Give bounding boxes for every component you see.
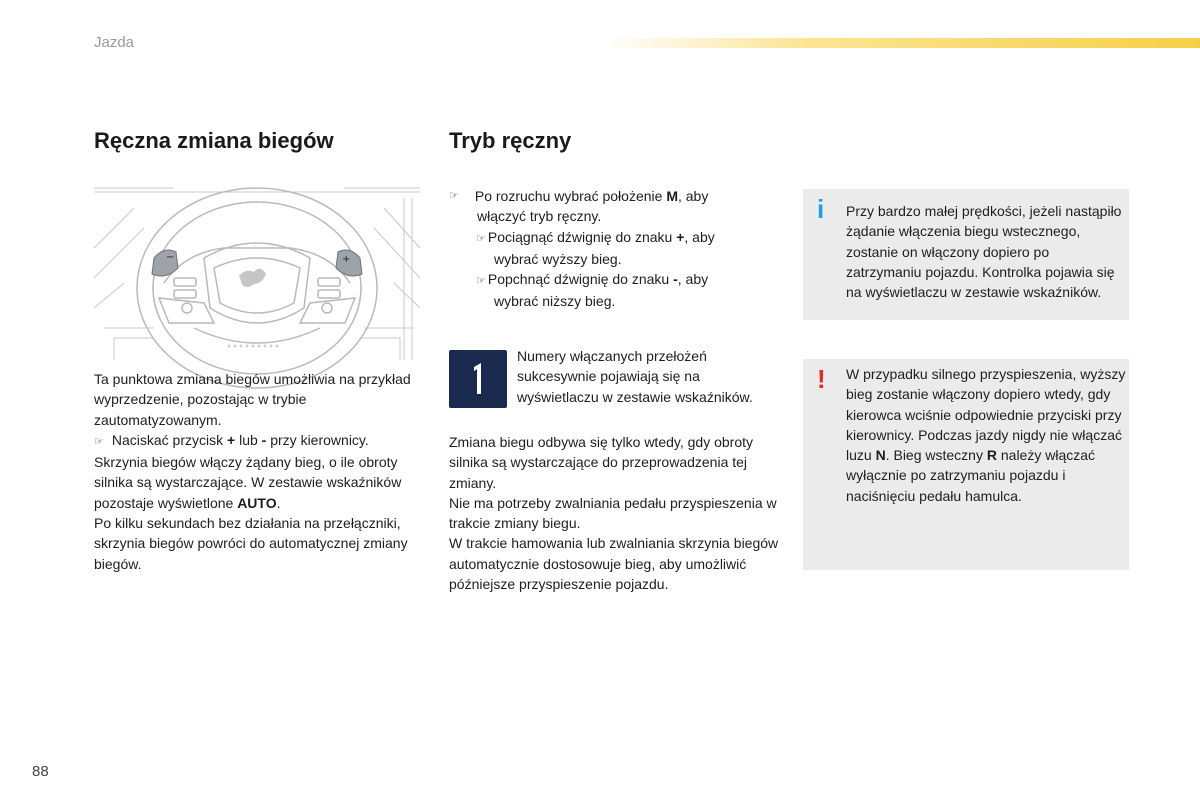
warning-icon: ! <box>817 364 826 394</box>
pointer-icon: ☞ <box>94 435 104 448</box>
left-body: Skrzynia biegów włączy żądany bieg, o ile obroty silnika są wystarczające. W zestawie wskaźników pozostaje wyświetlone AUTO. <box>94 454 402 511</box>
middle-title: Tryb ręczny <box>449 128 572 153</box>
svg-text:−: − <box>166 252 175 263</box>
step-2-cont: wybrać wyższy bieg. <box>494 250 622 267</box>
pointer-icon: ☞ <box>449 190 459 202</box>
left-intro: Ta punktowa zmiana biegów umożliwia na przykład wyprzedzenie, pozostając w trybie zautomatyzowanym. <box>94 371 411 428</box>
page-number: 88 <box>32 763 49 780</box>
middle-steps <box>449 186 769 312</box>
step-3-cont: wybrać niższy bieg. <box>494 293 616 310</box>
gear-note: Numery włączanych przełożeń sukcesywnie pojawiają się na wyświetlaczu w zestawie wskaźników. <box>517 348 753 405</box>
warning-box <box>803 359 1129 570</box>
left-text <box>94 369 414 574</box>
steering-wheel-illustration <box>94 188 420 360</box>
left-bullet: ☞ Naciskać przycisk + lub - przy kierownicy. <box>94 431 369 448</box>
gear-number: 1 <box>349 250 350 251</box>
middle-para-1: Zmiana biegu odbywa się tylko wtedy, gdy obroty silnika są wystarczające do przeprowadzenia tej zmiany. <box>449 434 754 491</box>
gear-display <box>349 250 507 408</box>
step-1: ☞ Po rozruchu wybrać położenie M, aby <box>449 186 769 206</box>
left-body2: Po kilku sekundach bez działania na przełączniki, skrzynia biegów powróci do automatycznej zmiany biegów. <box>94 515 408 572</box>
pointer-icon: ☞ <box>476 232 486 245</box>
step-3: ☞ Popchnąć dźwignię do znaku -, aby <box>476 271 709 288</box>
info-icon: i <box>817 194 825 224</box>
step-1-cont: włączyć tryb ręczny. <box>477 208 602 225</box>
info-text: Przy bardzo małej prędkości, jeżeli nastąpiło żądanie włączenia biegu wstecznego, zostanie on włączony dopiero po zatrzymaniu pojazdu. Kontrolka pojawia się na wyświetlaczu w zestawie wskaźników. <box>846 203 1122 301</box>
left-title: Ręczna zmiana biegów <box>94 128 334 153</box>
middle-para-3: W trakcie hamowania lub zwalniania skrzynia biegów automatycznie dostosowuje bieg, aby umożliwić późniejsze przyspieszenie pojazdu. <box>449 535 779 593</box>
header-accent-bar <box>600 38 1200 48</box>
middle-para-2: Nie ma potrzeby zwalniania pedału przyspieszenia w trakcie zmiany biegu. <box>449 494 777 532</box>
pointer-icon: ☞ <box>476 275 486 288</box>
info-box <box>803 189 1129 320</box>
step-2: ☞ Pociągnąć dźwignię do znaku +, aby <box>476 228 715 245</box>
svg-text:+: + <box>342 254 351 265</box>
middle-text <box>449 432 779 594</box>
warning-text: W przypadku silnego przyspieszenia, wyższy bieg zostanie włączony dopiero wtedy, gdy kierowca wciśnie odpowiednie przyciski przy kierownicy. Podczas jazdy nigdy nie włączać luzu N. Bieg wsteczny R należy włączać wyłącznie po zatrzymaniu pojazdu i naciśnięciu pedału hamulca. <box>846 366 1126 504</box>
section-label: Jazda <box>94 34 135 51</box>
